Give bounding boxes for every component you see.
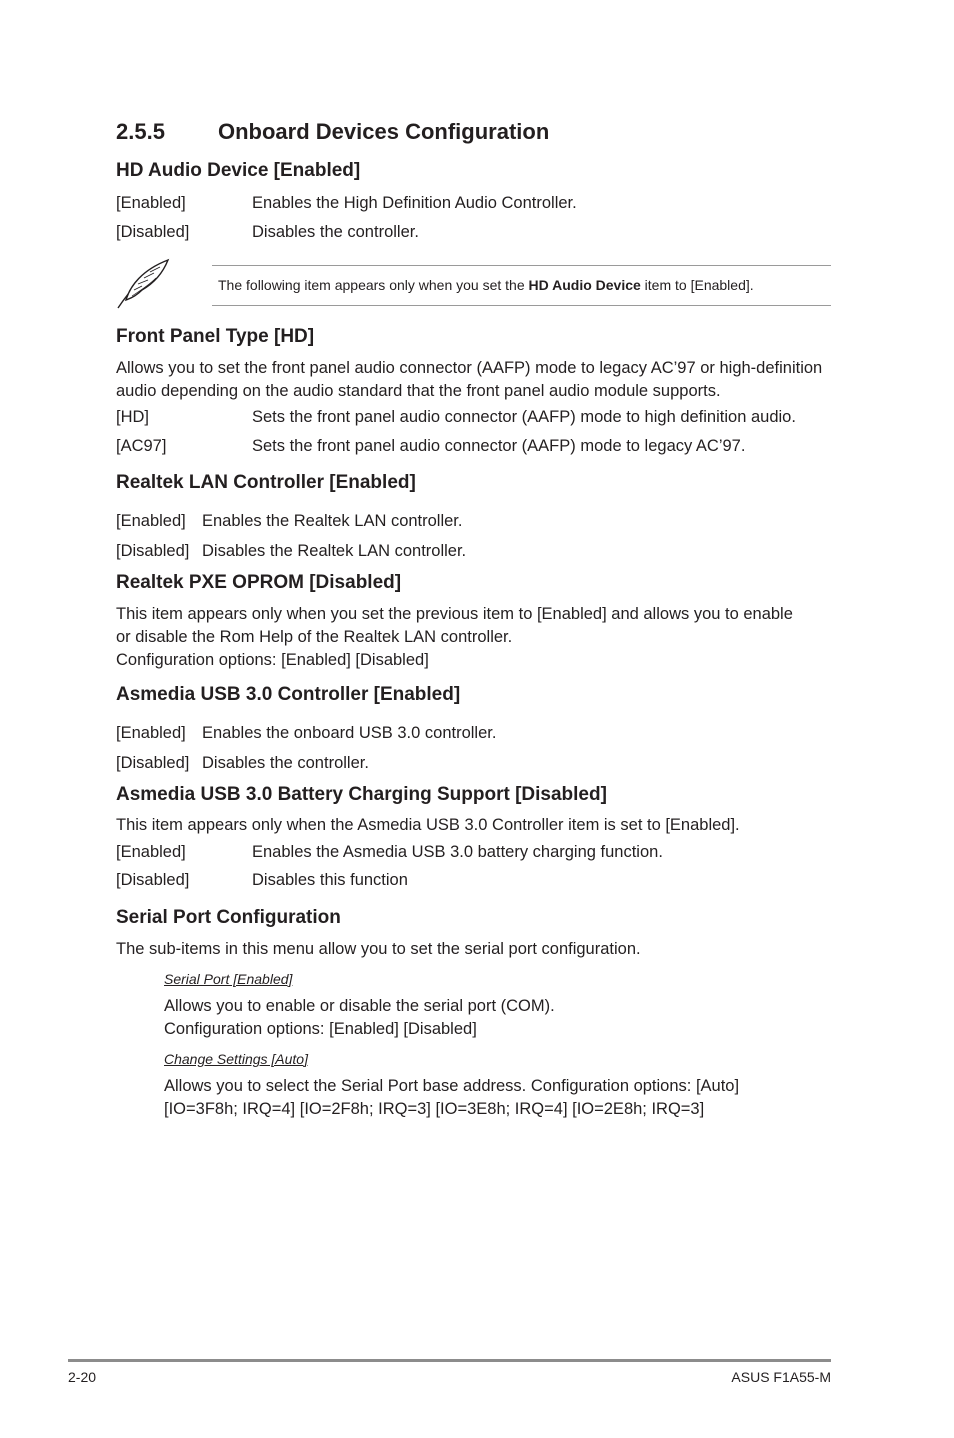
realtek-lan-disabled-desc: Disables the Realtek LAN controller. bbox=[202, 542, 467, 560]
note-text bbox=[218, 277, 754, 293]
asmedia-battery-description: This item appears only when the Asmedia USB 3.0 Controller item is set to [Enabled]. bbox=[116, 816, 740, 834]
asmedia-usb-disabled-desc: Disables the controller. bbox=[202, 754, 369, 772]
change-settings-line-1: Allows you to select the Serial Port base address. Configuration options: [Auto] bbox=[164, 1077, 740, 1095]
note-text-bold: HD Audio Device bbox=[528, 277, 641, 293]
front-panel-description: Allows you to set the front panel audio connector (AAFP) mode to legacy AC’97 or high-definition audio depending on the audio standard that the front panel audio module supports. bbox=[116, 359, 823, 400]
realtek-lan-heading: Realtek LAN Controller [Enabled] bbox=[116, 472, 416, 493]
hd-audio-disabled-desc: Disables the controller. bbox=[252, 223, 419, 241]
section-number: 2.5.5 bbox=[116, 119, 165, 144]
note-top-rule bbox=[212, 265, 831, 266]
asmedia-battery-disabled-desc: Disables this function bbox=[252, 871, 408, 889]
footer-page-number: 2-20 bbox=[68, 1369, 97, 1385]
serial-port-line-2: Configuration options: [Enabled] [Disabled] bbox=[164, 1020, 477, 1038]
serial-port-subheading: Serial Port [Enabled] bbox=[164, 971, 293, 987]
front-panel-hd-key: [HD] bbox=[116, 408, 149, 426]
front-panel-hd-desc: Sets the front panel audio connector (AAFP) mode to high definition audio. bbox=[252, 408, 796, 426]
asmedia-usb-enabled-desc: Enables the onboard USB 3.0 controller. bbox=[202, 724, 497, 742]
asmedia-battery-enabled-desc: Enables the Asmedia USB 3.0 battery charging function. bbox=[252, 843, 663, 861]
realtek-lan-enabled-key: [Enabled] bbox=[116, 512, 186, 530]
realtek-pxe-line-2: or disable the Rom Help of the Realtek LAN controller. bbox=[116, 628, 513, 646]
serial-description: The sub-items in this menu allow you to set the serial port configuration. bbox=[116, 940, 641, 958]
feather-quill-icon bbox=[112, 256, 176, 312]
serial-port-line-1: Allows you to enable or disable the serial port (COM). bbox=[164, 997, 555, 1015]
footer-product-name: ASUS F1A55-M bbox=[731, 1369, 831, 1385]
change-settings-line-2: [IO=3F8h; IRQ=4] [IO=2F8h; IRQ=3] [IO=3E8h; IRQ=4] [IO=2E8h; IRQ=3] bbox=[164, 1100, 705, 1118]
section-title bbox=[116, 119, 549, 145]
change-settings-subheading: Change Settings [Auto] bbox=[164, 1051, 308, 1067]
realtek-pxe-heading: Realtek PXE OPROM [Disabled] bbox=[116, 572, 402, 593]
note-bottom-rule bbox=[212, 305, 831, 306]
asmedia-usb-enabled-key: [Enabled] bbox=[116, 724, 186, 742]
realtek-pxe-line-3: Configuration options: [Enabled] [Disabled] bbox=[116, 651, 429, 669]
footer-rule bbox=[68, 1359, 831, 1362]
asmedia-battery-enabled-key: [Enabled] bbox=[116, 843, 186, 861]
note-text-after: item to [Enabled]. bbox=[640, 277, 754, 293]
hd-audio-enabled-key: [Enabled] bbox=[116, 194, 186, 212]
front-panel-ac97-desc: Sets the front panel audio connector (AAFP) mode to legacy AC’97. bbox=[252, 437, 746, 455]
front-panel-ac97-key: [AC97] bbox=[116, 437, 167, 455]
asmedia-usb-heading: Asmedia USB 3.0 Controller [Enabled] bbox=[116, 684, 461, 705]
front-panel-heading: Front Panel Type [HD] bbox=[116, 326, 315, 347]
realtek-pxe-line-1: This item appears only when you set the previous item to [Enabled] and allows you to enable bbox=[116, 605, 793, 623]
section-title-text: Onboard Devices Configuration bbox=[218, 119, 550, 144]
hd-audio-heading: HD Audio Device [Enabled] bbox=[116, 160, 361, 181]
asmedia-battery-disabled-key: [Disabled] bbox=[116, 871, 190, 889]
asmedia-battery-heading: Asmedia USB 3.0 Battery Charging Support [Disabled] bbox=[116, 784, 607, 805]
serial-heading: Serial Port Configuration bbox=[116, 907, 341, 928]
note-text-before: The following item appears only when you set the bbox=[218, 277, 529, 293]
hd-audio-enabled-desc: Enables the High Definition Audio Controller. bbox=[252, 194, 577, 212]
asmedia-usb-disabled-key: [Disabled] bbox=[116, 754, 190, 772]
realtek-lan-disabled-key: [Disabled] bbox=[116, 542, 190, 560]
realtek-lan-enabled-desc: Enables the Realtek LAN controller. bbox=[202, 512, 463, 530]
hd-audio-disabled-key: [Disabled] bbox=[116, 223, 190, 241]
